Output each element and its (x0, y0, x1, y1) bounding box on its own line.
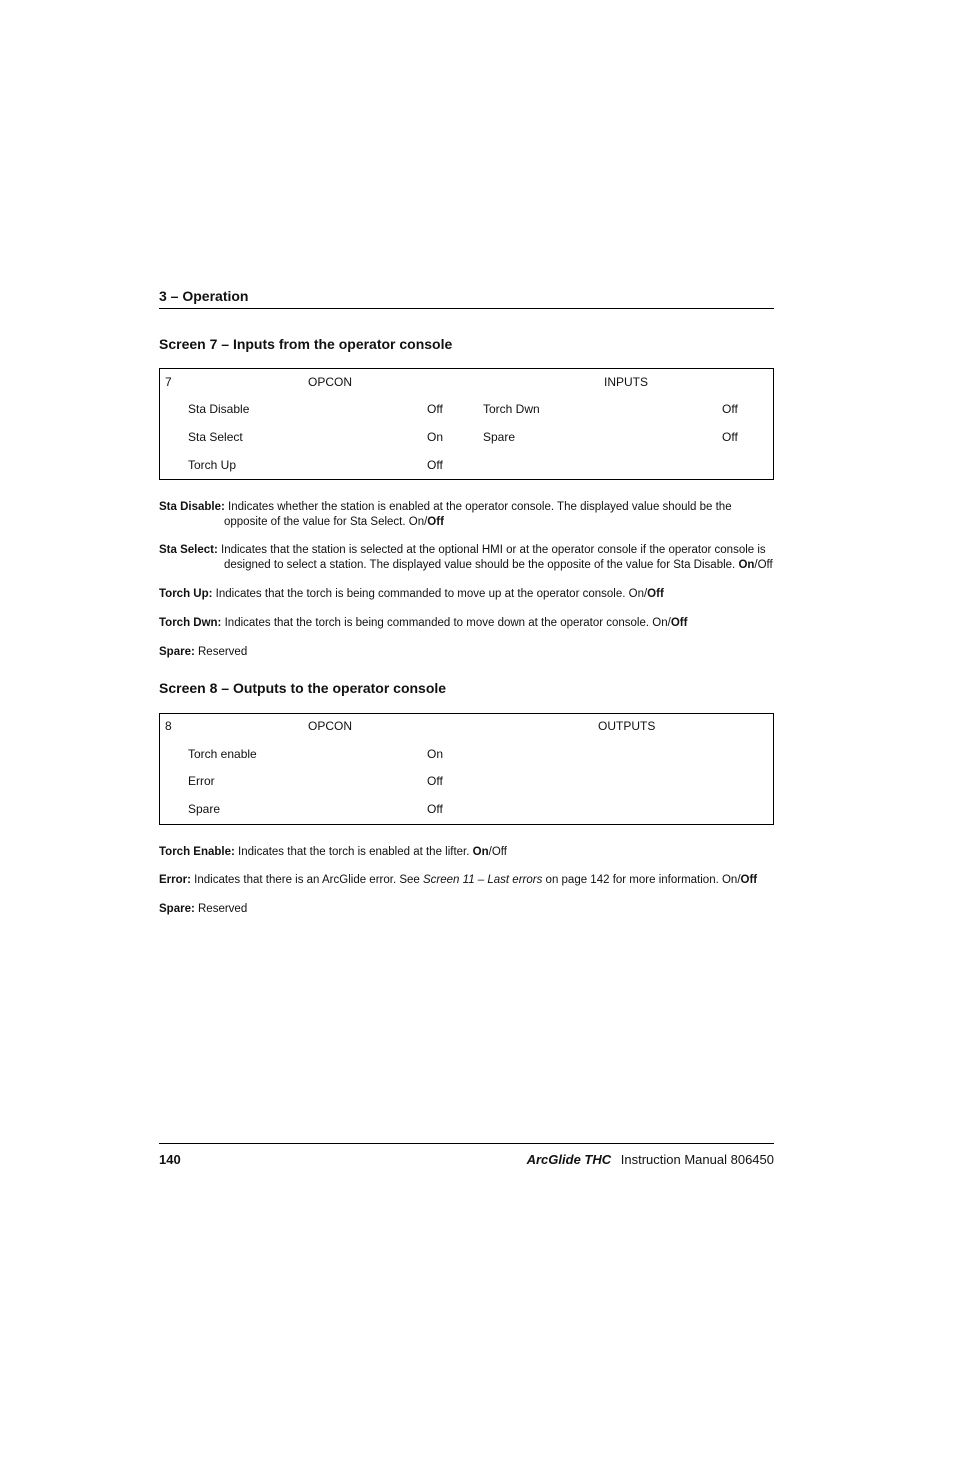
section-title-screen7: Screen 7 – Inputs from the operator console (159, 336, 453, 352)
screen7-display (159, 368, 774, 480)
footer-title (527, 1152, 774, 1167)
definition-tail: /Off (488, 846, 507, 858)
definition-default: Off (740, 874, 758, 886)
definition-text: Indicates that the torch is being commanded to move up at the operator console. On/ (215, 588, 648, 600)
definition-sta-select (159, 543, 774, 573)
section-title-screen8: Screen 8 – Outputs to the operator console (159, 680, 447, 696)
definition-term: Error: (159, 874, 191, 886)
row-label: Error (188, 774, 215, 788)
definition-term: Torch Enable: (159, 846, 235, 858)
screen-right-title: OUTPUTS (598, 719, 656, 733)
definition-error (159, 873, 774, 888)
screen-right-title: INPUTS (604, 375, 649, 389)
row-value: Off (722, 430, 738, 444)
page-number: 140 (159, 1152, 181, 1167)
definition-text: Reserved (198, 903, 248, 915)
screen8-display (159, 713, 774, 825)
definition-torch-up (159, 587, 774, 602)
product-brand: ArcGlide THC (526, 1152, 612, 1167)
row-value: Off (722, 402, 738, 416)
definition-tail: /Off (754, 559, 773, 571)
definition-text: Indicates that the torch is being commanded to move down at the operator console. On/ (224, 617, 671, 629)
screen-left-title: OPCON (308, 719, 353, 733)
row-value: Off (427, 458, 443, 472)
definition-term: Torch Dwn: (159, 617, 222, 629)
document-number: 806450 (730, 1152, 774, 1167)
definition-torch-dwn (159, 616, 774, 631)
definition-text: Reserved (198, 646, 248, 658)
definition-text: Indicates that the torch is enabled at the lifter. (238, 846, 470, 858)
row-value: Off (427, 774, 443, 788)
row-label: Torch Up (188, 458, 237, 472)
row-label: Torch Dwn (483, 402, 540, 416)
definition-term: Sta Disable: (159, 501, 225, 513)
definition-default: On (738, 559, 755, 571)
row-label: Torch enable (188, 747, 257, 761)
cross-reference-link[interactable]: Screen 11 – Last errors (423, 874, 543, 886)
row-label: Sta Disable (188, 402, 250, 416)
definition-text: Indicates whether the station is enabled at the operator console. The displayed value should be the opposite of the value for Sta Select. On/ (224, 501, 732, 528)
screen-number: 8 (165, 719, 172, 733)
row-value: Off (427, 402, 443, 416)
row-value: On (427, 747, 444, 761)
row-label: Spare (188, 802, 221, 816)
row-label: Spare (483, 430, 516, 444)
definition-torch-enable (159, 845, 774, 860)
definition-sta-disable (159, 500, 774, 530)
manual-title: Instruction Manual (620, 1152, 727, 1167)
definition-default: Off (670, 617, 688, 629)
row-value: On (427, 430, 444, 444)
definition-spare (159, 645, 774, 660)
definition-text: on page 142 for more information. On/ (545, 874, 741, 886)
definition-spare (159, 902, 774, 917)
footer-rule (159, 1143, 774, 1144)
definition-default: Off (647, 588, 664, 600)
screen-left-title: OPCON (308, 375, 353, 389)
screen-number: 7 (165, 375, 172, 389)
definition-text: Indicates that the station is selected at the optional HMI or at the operator console if the operator console is designed to select a station. The displayed value should be the opposite of the value for Sta Disable. (221, 544, 766, 571)
chapter-heading: 3 – Operation (159, 288, 249, 304)
row-label: Sta Select (188, 430, 243, 444)
definition-text: Indicates that there is an ArcGlide error. See (194, 874, 420, 886)
definition-term: Sta Select: (159, 544, 218, 556)
header-rule (159, 308, 774, 309)
definition-term: Spare: (159, 903, 195, 915)
definition-default: Off (427, 516, 444, 528)
row-value: Off (427, 802, 443, 816)
definition-default: On (472, 846, 489, 858)
definition-term: Spare: (159, 646, 195, 658)
definition-term: Torch Up: (159, 588, 213, 600)
